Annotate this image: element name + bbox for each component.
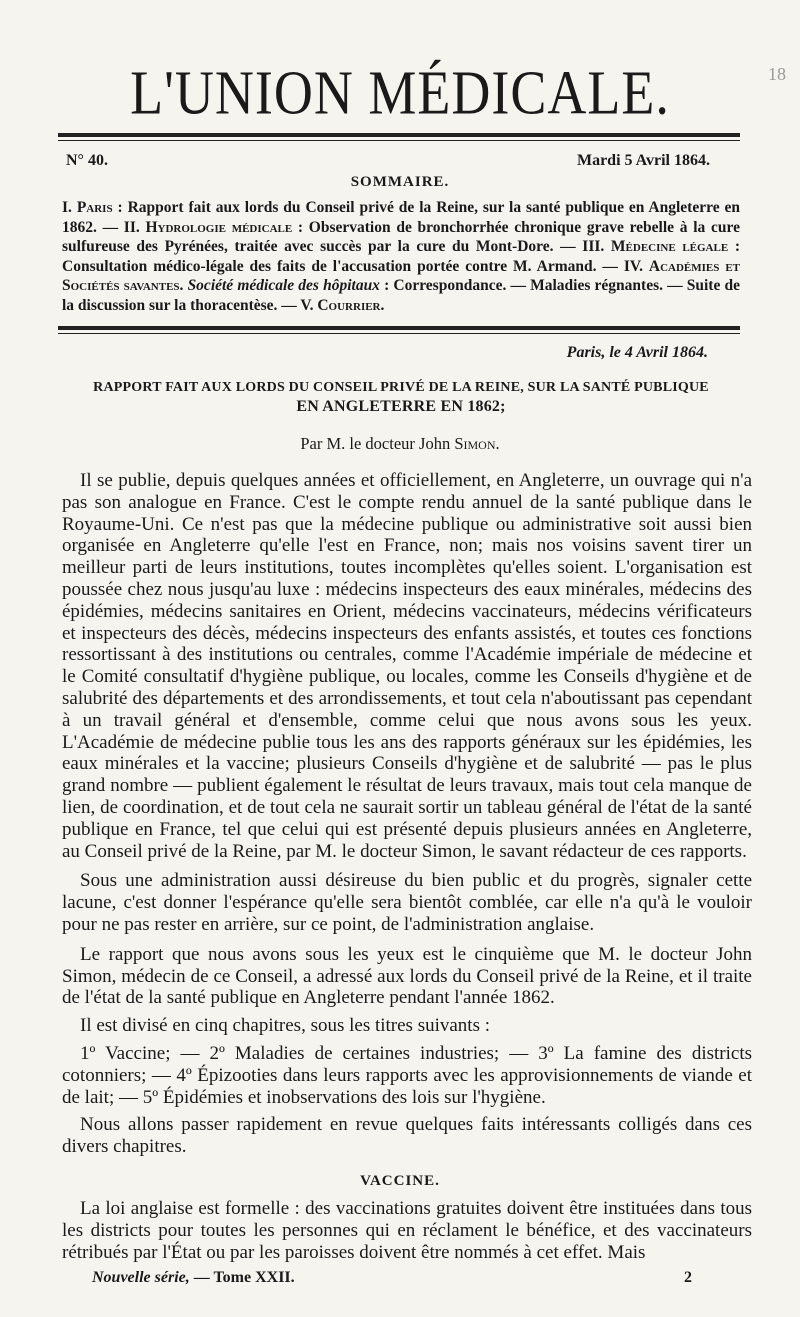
- sommaire-section-paris: Paris: [76, 199, 113, 216]
- masthead-title: L'UNION MÉDICALE.: [130, 58, 670, 128]
- sommaire-text: I. Paris : Rapport fait aux lords du Conseil privé de la Reine, sur la santé publique en Angleterre en 1862. — II. Hydrologie médicale : Observation de bronchorrhée chronique grave rebelle à la cure sulfureuse des Pyrénées, traitée avec succès par la cure du Mont-Dore. — III. Médecine légale : Consultation médico-légale des faits de l'accusation portée contre M. Armand. — IV. Académies et Sociétés savantes. Société médicale des hôpitaux : Correspondance. — Maladies régnantes. — Suite de la discussion sur la thoracentèse. — V. Courrier.: [62, 199, 740, 314]
- article-paragraph: Il est divisé en cinq chapitres, sous les titres suivants :: [80, 1015, 491, 1037]
- article-title: [62, 378, 740, 416]
- section-rule-thin: [58, 333, 740, 334]
- masthead-rule-thick: [58, 133, 740, 137]
- section-heading-vaccine: VACCINE.: [360, 1173, 440, 1189]
- article-dateline: Paris, le 4 Avril 1864.: [566, 344, 708, 361]
- sommaire-section-hydrologie: Hydrologie médicale: [145, 218, 293, 236]
- sommaire-section-medecine-legale: Médecine légale: [610, 238, 729, 255]
- sommaire-section-societe: Société médicale des hôpitaux: [187, 277, 380, 294]
- corner-page-number: 18: [768, 64, 786, 84]
- article-paragraph: Il se publie, depuis quelques années et officiellement, en Angleterre, un ouvrage qui n'a pas son analogue en France. C'est le compte rendu annuel de la santé publique dans le Royaume-Uni. Ce n'est pas que la médecine publique ou administrative soit aussi bien organisée en Angleterre qu'elle l'est en France, non; mais nos voisins savent tirer un meilleur parti de leurs institutions, toutes incomplètes qu'elles soient. L'organisation est poussée chez nous jusqu'au luxe : médecins inspecteurs des eaux minérales, médecins des épidémies, médecins sanitaires en Orient, médecins vaccinateurs, médecins vérificateurs et inspecteurs des décès, médecins inspecteurs des enfants assistés, et toutes ces fonctions ressortissant à des institutions ou centrales, comme l'Académie impériale de médecine et le Comité consultatif d'hygiène publique, ou locales, comme les Conseils d'hygiène et de salubrité des départements et des arrondissements, et tout cela n'aboutissant pas cependant à un travail général et d'ensemble, comme celui que nous avons sous les yeux. L'Académie de médecine publie tous les ans des rapports généraux sur les épidémies, les eaux minérales et la vaccine; plusieurs Conseils d'hygiène et de salubrité — pas le plus grand nombre — publient également le résultat de leurs travaux, mais tout cela manque de lien, de coordination, et de tout cela ne saurait sortir un tableau général de l'état de la santé publique en France, tel que celui qui est présenté depuis plusieurs années en Angleterre, au Conseil privé de la Reine, par M. le docteur Simon, le savant rédacteur de ces rapports.: [62, 470, 752, 862]
- sommaire-section-academies: Académies et Sociétés savantes: [62, 257, 740, 294]
- section-paragraph: La loi anglaise est formelle : des vaccinations gratuites doivent être instituées dans tous les districts pour toutes les personnes qui en réclament le bénéfice, et des vaccinateurs rétribués par l'État ou par les paroisses doivent être nommés à cet effet. Mais: [62, 1198, 752, 1263]
- article-title-line-2: EN ANGLETERRE EN 1862;: [296, 398, 506, 415]
- footer-tome: — Tome XXII.: [189, 1269, 295, 1286]
- section-rule-thick: [58, 326, 740, 330]
- article-byline: Par M. le docteur John Simon.: [300, 434, 500, 453]
- author-name: Simon: [454, 434, 496, 453]
- article-title-line-1: RAPPORT FAIT AUX LORDS DU CONSEIL PRIVÉ DE LA REINE, SUR LA SANTÉ PUBLIQUE: [93, 380, 709, 395]
- article-paragraph: 1º Vaccine; — 2º Maladies de certaines industries; — 3º La famine des districts cotonniers; — 4º Épizooties dans leurs rapports avec les approvisionnements de viande et de lait; — 5º Épidémies et inobservations des lois sur l'hygiène.: [62, 1042, 752, 1108]
- article-paragraph: Sous une administration aussi désireuse du bien public et du progrès, signaler cette lacune, c'est donner l'espérance qu'elle sera bientôt comblée, car elle n'a qu'à le vouloir pour ne pas rester en arrière, sur ce point, de l'administration anglaise.: [62, 870, 752, 935]
- article-paragraph: Le rapport que nous avons sous les yeux est le cinquième que M. le docteur John Simon, médecin de ce Conseil, a adressé aux lords du Conseil privé de la Reine, et il traite de l'état de la santé publique en Angleterre pendant l'année 1862.: [62, 943, 752, 1009]
- sommaire-heading: SOMMAIRE.: [350, 174, 450, 190]
- section-body: [62, 1198, 752, 1264]
- article-body: [62, 470, 752, 1166]
- page-footer: [92, 1269, 692, 1287]
- masthead-rule-thin: [58, 140, 740, 141]
- issue-number: N° 40.: [66, 152, 108, 169]
- footer-page-number: 2: [684, 1269, 692, 1286]
- article-paragraph: Nous allons passer rapidement en revue quelques faits intéressants colligés dans ces divers chapitres.: [62, 1114, 752, 1158]
- issue-date: Mardi 5 Avril 1864.: [576, 152, 710, 169]
- sommaire-section-courrier: Courrier: [317, 296, 381, 314]
- footer-series: Nouvelle série,: [92, 1269, 190, 1286]
